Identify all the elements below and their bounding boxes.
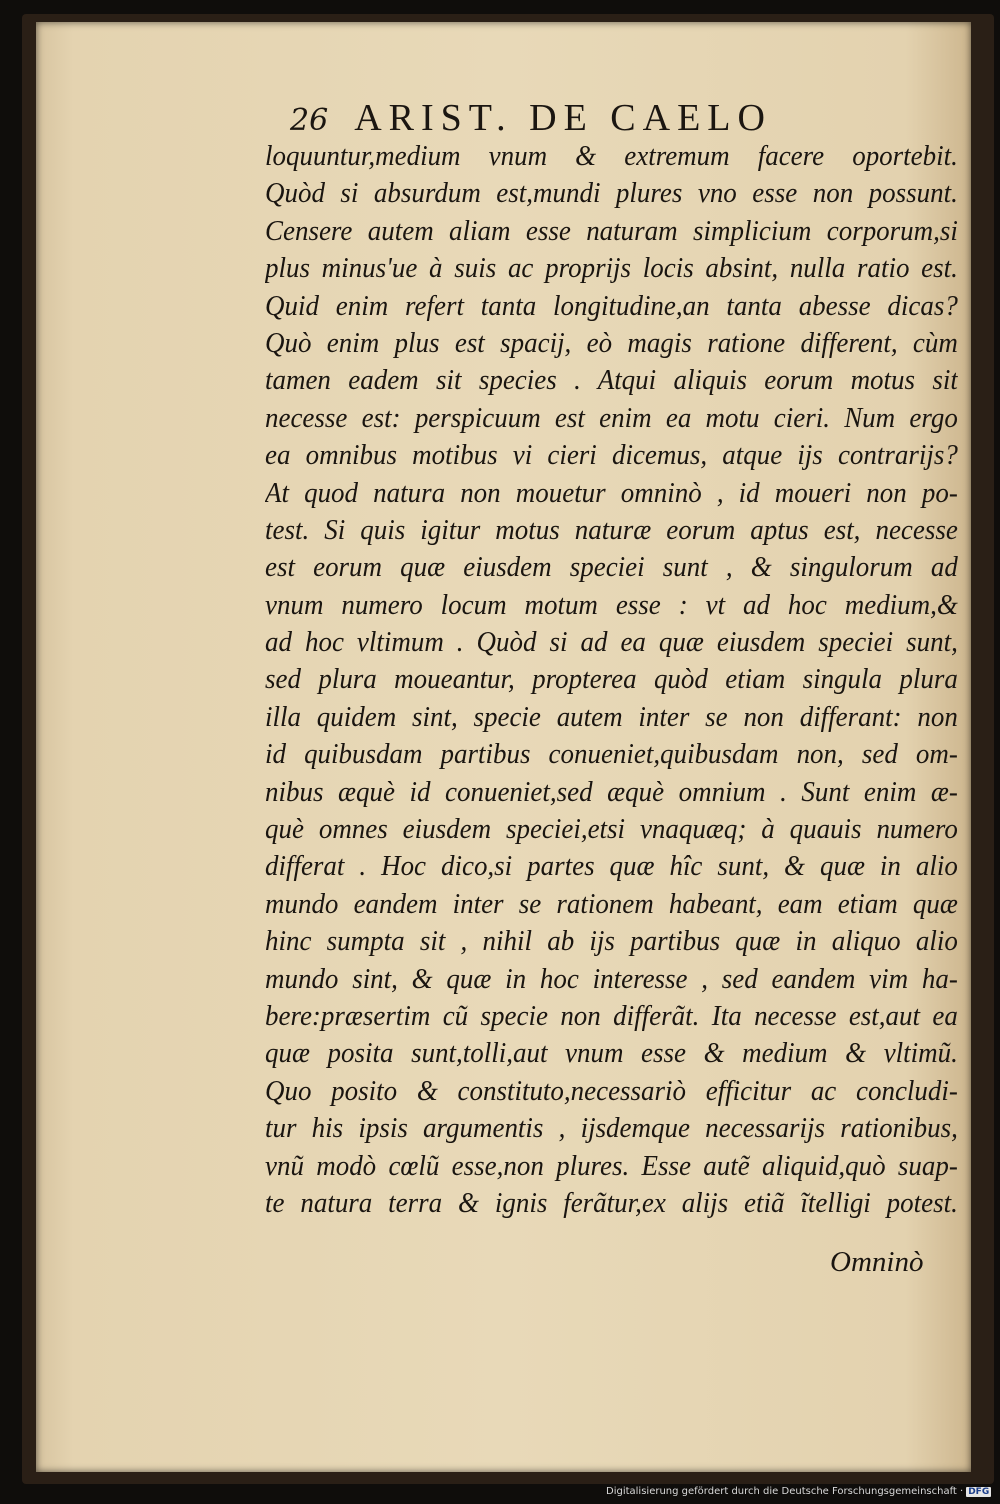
text-line: bere:præsertim cũ specie non differãt. Ita necesse est,aut ea [265, 999, 958, 1032]
running-head: ARIST. DE CAELO [354, 97, 772, 139]
text-line: vnũ modò cœlũ esse,non plures. Esse autẽ aliquid,quò suap- [265, 1149, 958, 1182]
text-line: id quibusdam partibus conueniet,quibusdam non, sed om- [265, 738, 958, 771]
text-line: te natura terra & ignis ferãtur,ex alijs etiã ĩtelligi potest. [265, 1186, 958, 1219]
page-number: 26 [290, 103, 329, 138]
text-line: sed plura moueantur, propterea quòd etiam singula plura [265, 663, 958, 696]
text-line: ea omnibus motibus vi cieri dicemus, atque ijs contrarijs? [265, 439, 958, 472]
text-line: tamen eadem sit species . Atqui aliquis eorum motus sit [265, 364, 958, 397]
text-line: At quod natura non mouetur omninò , id moueri non po- [265, 476, 958, 509]
text-line: nibus æquè id conueniet,sed æquè omnium . Sunt enim æ- [265, 775, 958, 808]
digitization-credit [606, 1486, 991, 1497]
text-line: vnum numero locum motum esse : vt ad hoc medium,& [265, 588, 958, 621]
body-text [265, 138, 960, 1222]
text-line: est eorum quæ eiusdem speciei sunt , & singulorum ad [265, 551, 958, 584]
dfg-logo-icon: DFG [968, 1486, 990, 1497]
text-line: mundo eandem inter se rationem habeant, eam etiam quæ [265, 887, 958, 920]
text-line: tur his ipsis argumentis , ijsdemque necessarijs rationibus, [265, 1112, 958, 1145]
text-line: illa quidem sint, specie autem inter se non differant: non [265, 700, 958, 733]
text-line: Quo posito & constituto,necessariò efficitur ac concludi- [265, 1074, 958, 1107]
text-line: ad hoc vltimum . Quòd si ad ea quæ eiusdem speciei sunt, [265, 626, 958, 659]
catchword: Omninò [830, 1246, 924, 1278]
text-line: hinc sumpta sit , nihil ab ijs partibus quæ in aliquo alio [265, 925, 958, 958]
text-line: quæ posita sunt,tolli,aut vnum esse & medium & vltimũ. [265, 1037, 958, 1070]
text-line: loquuntur,medium vnum & extremum facere oportebit. [265, 140, 958, 172]
text-line: Censere autem aliam esse naturam simplicium corporum,si [265, 214, 958, 247]
text-line: differat . Hoc dico,si partes quæ hîc sunt, & quæ in alio [265, 850, 958, 883]
text-line: Quò enim plus est spacij, eò magis ratione different, cùm [265, 326, 958, 359]
credit-text: Digitalisierung gefördert durch die Deutsche Forschungsgemeinschaft · [606, 1486, 964, 1497]
text-line: test. Si quis igitur motus naturæ eorum aptus est, necesse [265, 513, 958, 546]
text-line: necesse est: perspicuum est enim ea motu cieri. Num ergo [265, 401, 958, 434]
text-line: mundo sint, & quæ in hoc interesse , sed eandem vim ha- [265, 962, 958, 995]
text-line: plus minus'ue à suis ac proprijs locis absint, nulla ratio est. [265, 252, 958, 285]
text-line: Quòd si absurdum est,mundi plures vno esse non possunt. [265, 177, 958, 210]
text-line: Quid enim refert tanta longitudine,an tanta abesse dicas? [265, 289, 958, 322]
text-line: què omnes eiusdem speciei,etsi vnaquæq; à quauis numero [265, 813, 958, 846]
